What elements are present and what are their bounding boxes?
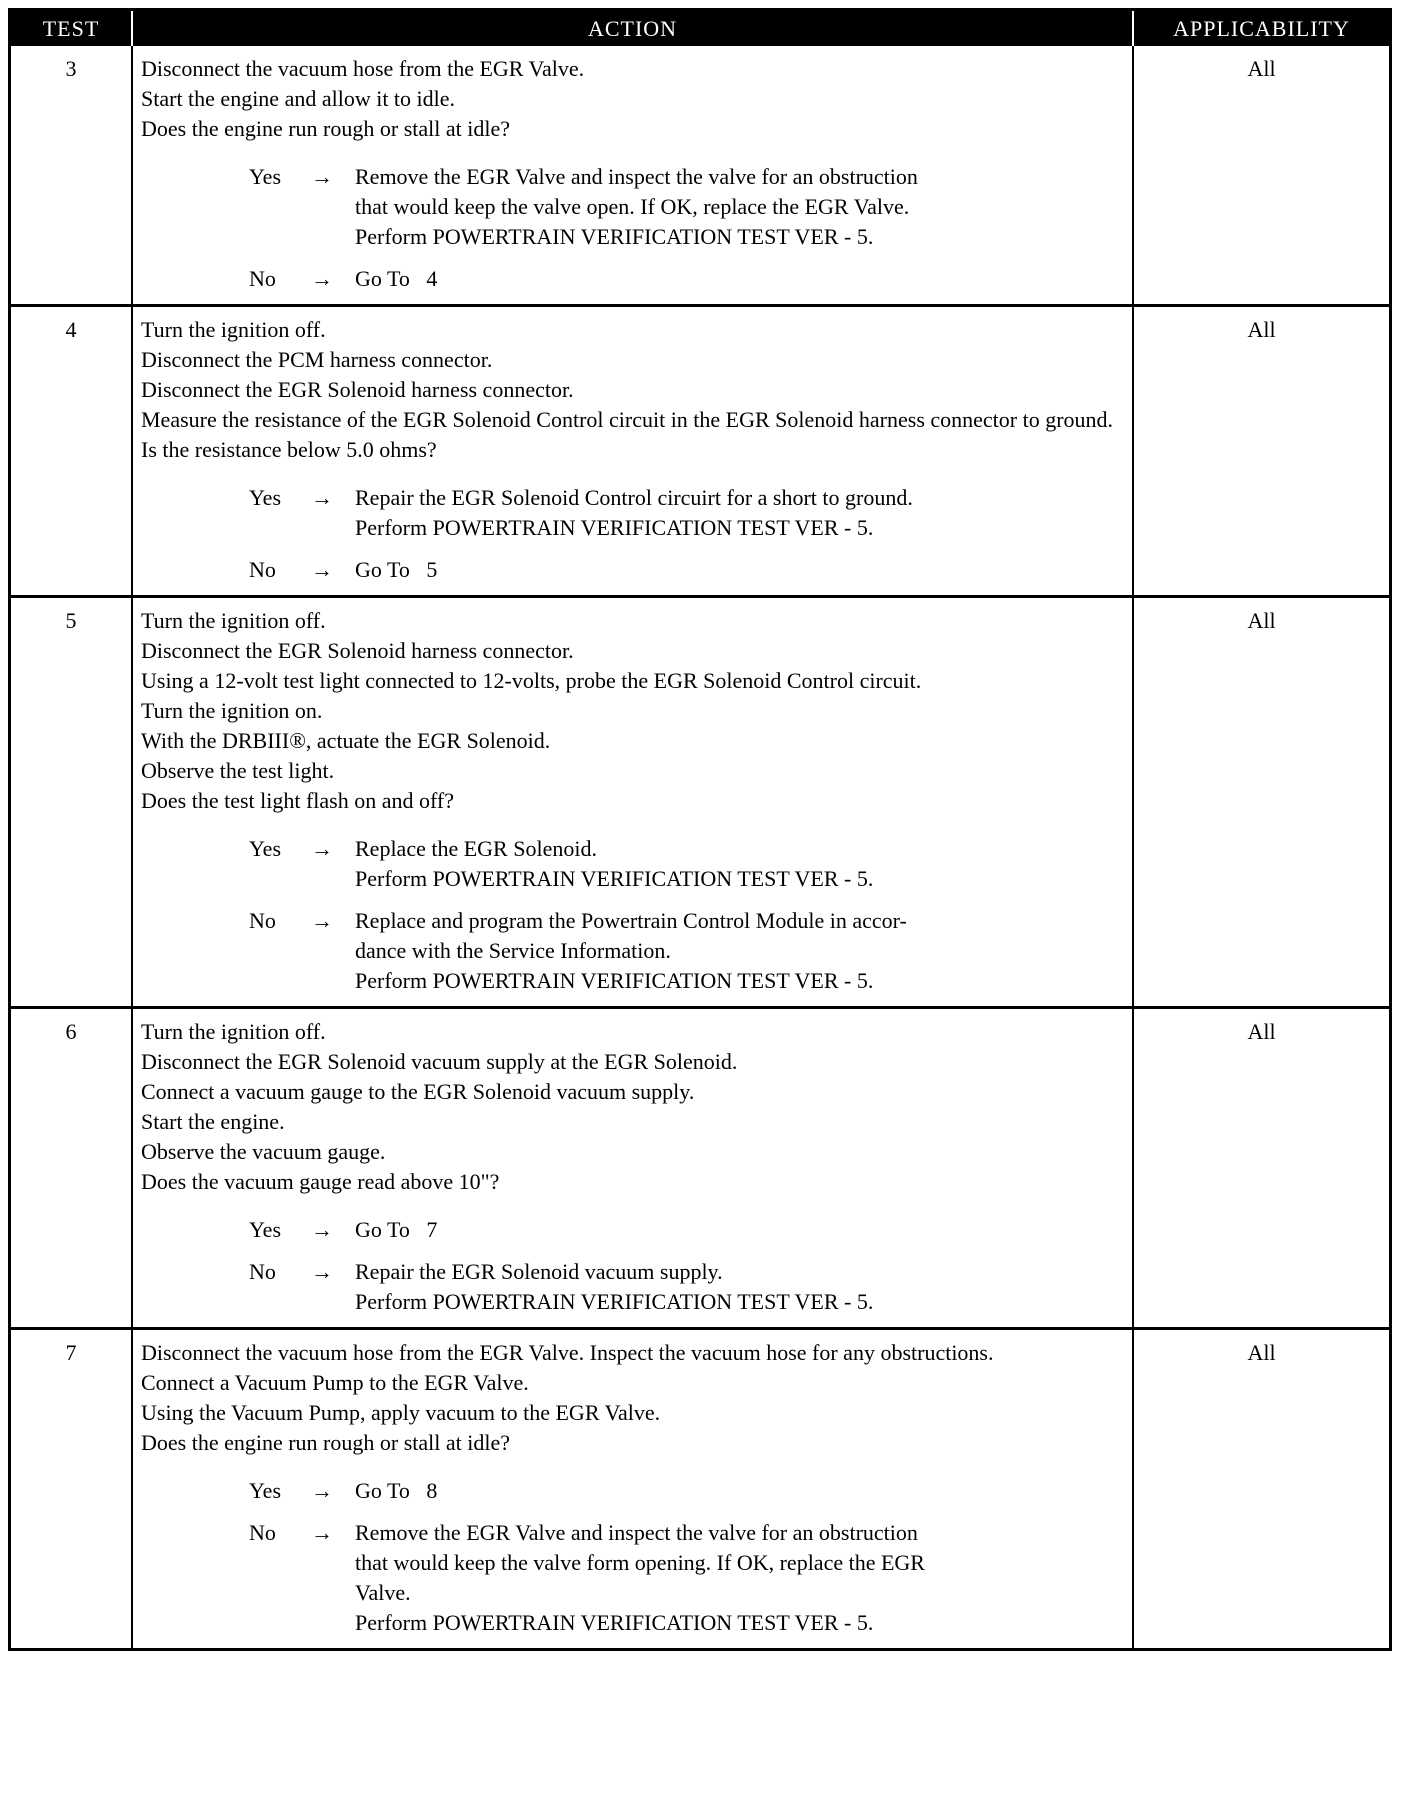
- action-step: Turn the ignition off.: [141, 1019, 326, 1044]
- arrow-right-icon: →: [311, 266, 333, 291]
- action-step: Observe the test light.: [141, 758, 335, 783]
- action-step: Disconnect the PCM harness connector.: [141, 347, 493, 372]
- action-step: With the DRBIII®, actuate the EGR Solenoid.: [141, 728, 551, 753]
- arrow-right-icon: →: [311, 1259, 333, 1284]
- test-number: 4: [11, 306, 132, 597]
- response-no: [141, 555, 1126, 585]
- header-applicability: APPLICABILITY: [1133, 11, 1389, 46]
- response-answer: Yes: [249, 164, 282, 189]
- arrow-right-icon: →: [311, 164, 333, 189]
- action-step: Turn the ignition off.: [141, 608, 326, 633]
- response-no: [141, 1518, 1126, 1638]
- table-row: [11, 597, 1389, 1008]
- response-instructions: [355, 834, 1126, 894]
- table-row: [11, 306, 1389, 597]
- action-step: Connect a vacuum gauge to the EGR Solenoid vacuum supply.: [141, 1079, 695, 1104]
- response-line: that would keep the valve form opening. If OK, replace the EGR: [355, 1550, 925, 1575]
- response-line: Remove the EGR Valve and inspect the valve for an obstruction: [355, 164, 918, 189]
- action-cell: [132, 1008, 1133, 1329]
- response-line: dance with the Service Information.: [355, 938, 671, 963]
- arrow-right-icon: →: [311, 1520, 333, 1545]
- response-line: Perform POWERTRAIN VERIFICATION TEST VER - 5.: [355, 866, 874, 891]
- response-instructions: [355, 906, 1126, 996]
- table-row: [11, 1008, 1389, 1329]
- response-instructions: [355, 1257, 1126, 1317]
- action-step: Disconnect the EGR Solenoid vacuum supply at the EGR Solenoid.: [141, 1049, 738, 1074]
- action-step: Using the Vacuum Pump, apply vacuum to the EGR Valve.: [141, 1400, 661, 1425]
- action-step: Disconnect the EGR Solenoid harness connector.: [141, 377, 574, 402]
- action-step: Is the resistance below 5.0 ohms?: [141, 437, 437, 462]
- test-number: 7: [11, 1329, 132, 1649]
- response-answer: No: [249, 908, 276, 933]
- response-instructions: [355, 1215, 1126, 1245]
- response-answer: No: [249, 1520, 276, 1545]
- response-no: [141, 264, 1126, 294]
- response-line: Go To 8: [355, 1478, 438, 1503]
- response-yes: [141, 483, 1126, 543]
- response-answer: Yes: [249, 1478, 282, 1503]
- arrow-right-icon: →: [311, 557, 333, 582]
- applicability-value: All: [1247, 56, 1276, 81]
- action-step: Does the engine run rough or stall at idle?: [141, 116, 511, 141]
- response-line: Go To 7: [355, 1217, 438, 1242]
- response-line: Replace and program the Powertrain Control Module in accor-: [355, 908, 907, 933]
- header-test: TEST: [11, 11, 132, 46]
- response-line: Valve.: [355, 1580, 411, 1605]
- response-no: [141, 1257, 1126, 1317]
- response-line: Perform POWERTRAIN VERIFICATION TEST VER - 5.: [355, 968, 874, 993]
- response-answer: No: [249, 1259, 276, 1284]
- applicability-value: All: [1133, 1008, 1389, 1329]
- action-step: Does the vacuum gauge read above 10"?: [141, 1169, 500, 1194]
- response-line: Repair the EGR Solenoid vacuum supply.: [355, 1259, 723, 1284]
- response-instructions: [355, 555, 1126, 585]
- applicability-value: All: [1133, 597, 1389, 1008]
- response-yes: [141, 162, 1126, 252]
- action-step: Turn the ignition on.: [141, 698, 323, 723]
- action-cell: [132, 306, 1133, 597]
- action-step: Using a 12-volt test light connected to 12-volts, probe the EGR Solenoid Control circuit.: [141, 668, 922, 693]
- applicability-value: All: [1133, 306, 1389, 597]
- arrow-right-icon: →: [311, 1478, 333, 1503]
- response-line: Perform POWERTRAIN VERIFICATION TEST VER - 5.: [355, 1610, 874, 1635]
- response-line: Repair the EGR Solenoid Control circuirt for a short to ground.: [355, 485, 913, 510]
- table-row: [11, 46, 1389, 306]
- test-number: 3: [11, 46, 132, 306]
- response-line: Perform POWERTRAIN VERIFICATION TEST VER - 5.: [355, 224, 874, 249]
- response-instructions: [355, 162, 1126, 252]
- response-line: Go To 4: [355, 266, 438, 291]
- response-yes: [141, 834, 1126, 894]
- diagnostic-test-table: [8, 8, 1392, 1651]
- action-step: Start the engine.: [141, 1109, 285, 1134]
- header-action: ACTION: [132, 11, 1133, 46]
- action-cell: [132, 46, 1133, 306]
- response-yes: [141, 1476, 1126, 1506]
- arrow-right-icon: →: [311, 485, 333, 510]
- response-instructions: [355, 1476, 1126, 1506]
- response-answer: No: [249, 266, 276, 291]
- response-answer: Yes: [249, 1217, 282, 1242]
- response-instructions: [355, 264, 1126, 294]
- response-yes: [141, 1215, 1126, 1245]
- response-line: Perform POWERTRAIN VERIFICATION TEST VER - 5.: [355, 515, 874, 540]
- response-answer: No: [249, 557, 276, 582]
- arrow-right-icon: →: [311, 908, 333, 933]
- response-line: that would keep the valve open. If OK, replace the EGR Valve.: [355, 194, 910, 219]
- applicability-value: All: [1133, 1329, 1389, 1649]
- response-instructions: [355, 483, 1126, 543]
- action-step: Disconnect the vacuum hose from the EGR Valve. Inspect the vacuum hose for any obstructions.: [141, 1340, 994, 1365]
- action-step: Start the engine and allow it to idle.: [141, 86, 456, 111]
- action-step: Disconnect the vacuum hose from the EGR Valve.: [141, 56, 585, 81]
- response-instructions: [355, 1518, 1126, 1638]
- table-header-row: [11, 11, 1389, 46]
- action-step: Does the engine run rough or stall at idle?: [141, 1430, 511, 1455]
- action-cell: [132, 597, 1133, 1008]
- action-step: Measure the resistance of the EGR Solenoid Control circuit in the EGR Solenoid harness connector to ground.: [141, 407, 1114, 432]
- action-step: Observe the vacuum gauge.: [141, 1139, 386, 1164]
- response-line: Perform POWERTRAIN VERIFICATION TEST VER - 5.: [355, 1289, 874, 1314]
- arrow-right-icon: →: [311, 836, 333, 861]
- response-no: [141, 906, 1126, 996]
- arrow-right-icon: →: [311, 1217, 333, 1242]
- response-answer: Yes: [249, 485, 282, 510]
- test-number: 6: [11, 1008, 132, 1329]
- response-line: Remove the EGR Valve and inspect the valve for an obstruction: [355, 1520, 918, 1545]
- response-line: Go To 5: [355, 557, 438, 582]
- table-row: [11, 1329, 1389, 1649]
- action-step: Turn the ignition off.: [141, 317, 326, 342]
- response-line: Replace the EGR Solenoid.: [355, 836, 597, 861]
- test-number: 5: [11, 597, 132, 1008]
- action-step: Disconnect the EGR Solenoid harness connector.: [141, 638, 574, 663]
- action-cell: [132, 1329, 1133, 1649]
- action-step: Does the test light flash on and off?: [141, 788, 455, 813]
- response-answer: Yes: [249, 836, 282, 861]
- action-step: Connect a Vacuum Pump to the EGR Valve.: [141, 1370, 529, 1395]
